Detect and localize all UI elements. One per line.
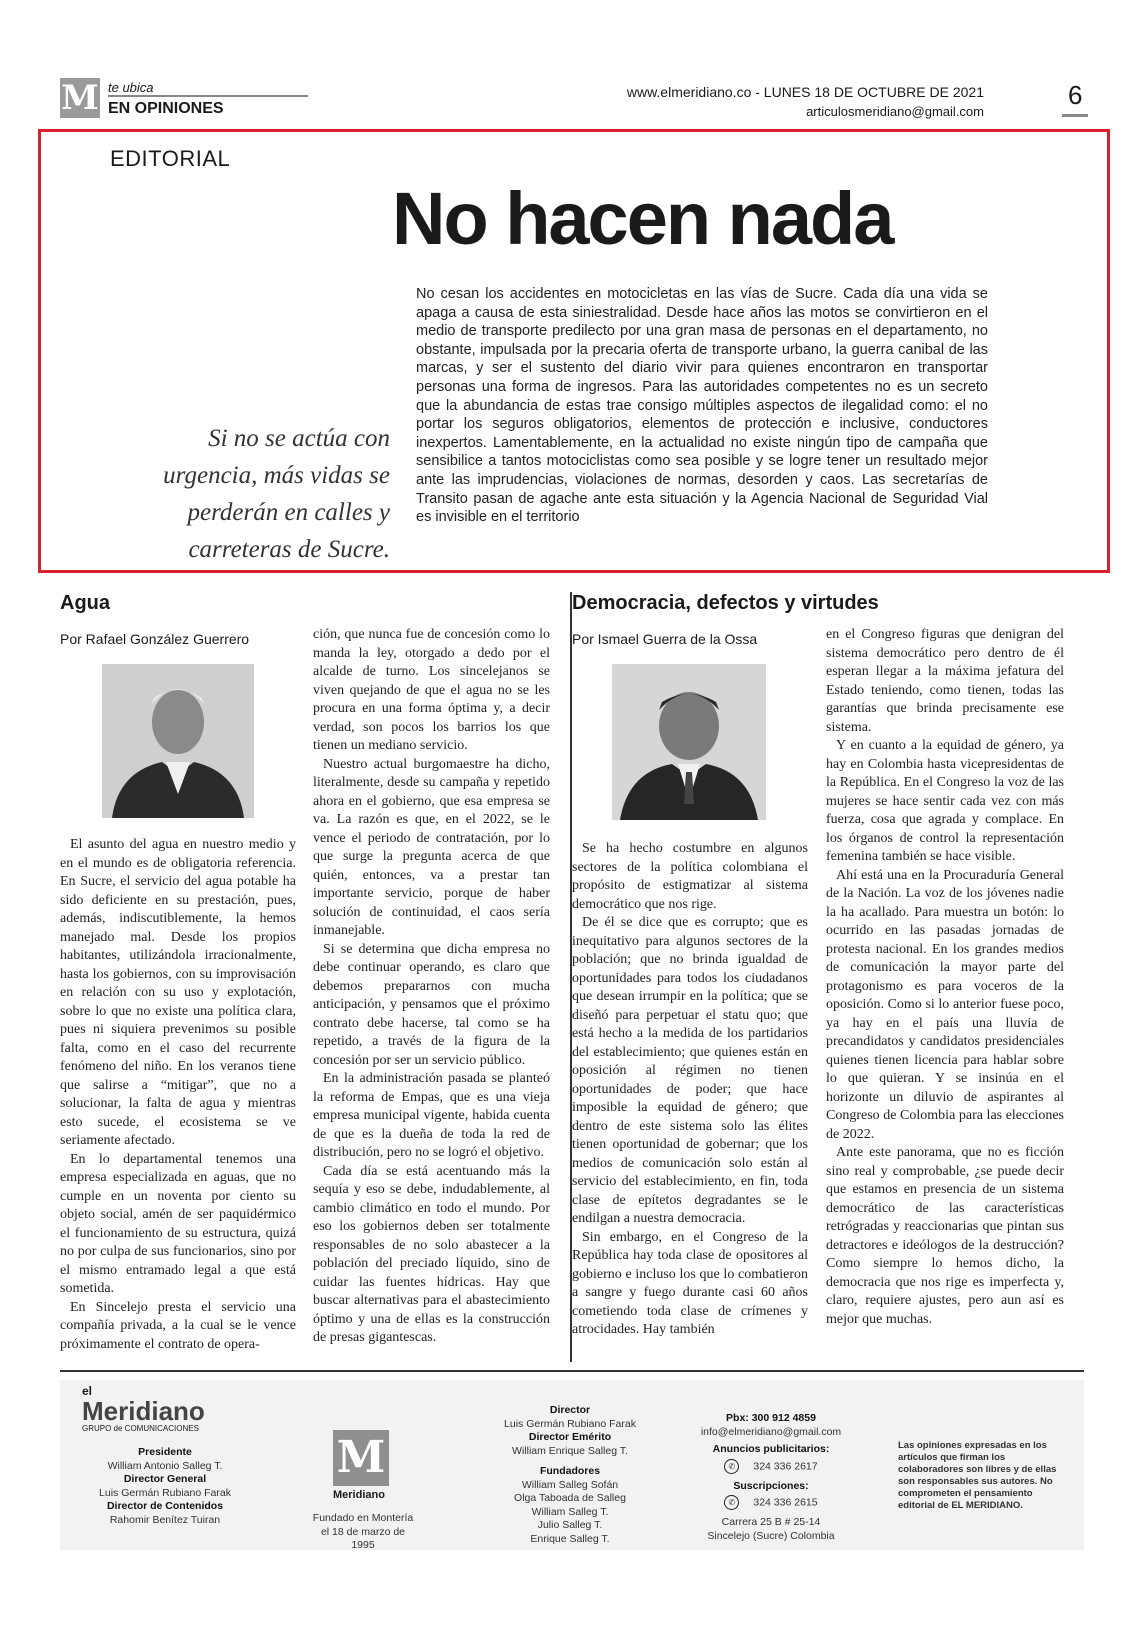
staff-role: Director Emérito <box>528 1431 612 1443</box>
paragraph: ción, que nunca fue de concesión como lo manda la ley, otorgado a dedo por el alcalde de turno. Los sincelejanos se viven quejando de que el agua no se les procura en una forma óptima y, a decir verdad, son pocos los barrios los que tienen un mediano servicio. <box>313 627 550 753</box>
article-title-agua: Agua <box>60 592 110 614</box>
address: Carrera 25 B # 25-14 <box>721 1516 821 1528</box>
founder-name: Enrique Salleg T. <box>530 1532 610 1545</box>
paragraph: Cada día se está acentuando más la sequía y eso se debe, indudablemente, al cambio climático en todo el mundo. Por eso los gobiernos deben ser totalmente responsables de no solo abastecer a la población del preciado líquido, sino de cuidar las fuentes hídricas. Hay que buscar alternativas para el abastecimiento óptimo y una de ellas es la construcción de presas gigantescas. <box>313 1163 550 1345</box>
brand-name: Meridiano <box>82 1396 205 1426</box>
brand-block <box>82 1384 232 1433</box>
staff-name: William Antonio Salleg T. <box>107 1459 223 1472</box>
section-title: EN OPINIONES <box>108 100 224 117</box>
paragraph: Sin embargo, en el Congreso de la República hay toda clase de opositores al gobierno e incluso los que lo combatieron a sangre y fuego durante casi 60 años cometiendo toda clase de crímenes y atrocidades. Hay también <box>572 1229 808 1337</box>
staff-role: Director de Contenidos <box>106 1500 224 1512</box>
editorial-body: No cesan los accidentes en motocicletas en las vías de Sucre. Cada día una vida se apaga a causa de esta siniestralidad. Desde hace años las motos se convirtieron en el medio de transporte predilecto por una gran masa de personas en el departamento, no obstante, impulsada por la precaria oferta de transporte urbano, la guerra canibal de las marcas, y ser el sustento del diario vivir para quienes encontraron en transportar personas una forma de ingresos. Para las autoridades competentes no es un secreto que la abundancia de estas trae consigo múltiples aspectos de ilegalidad como: el no portar los seguros obligatorios, elementos de protección e inclusive, conductores inexpertos. Lamentablemente, en la actualidad no existe ningún tipo de campaña que sensibilice a tantos motociclistas como sea posible y se logre tener un resultado mejor ante las imprudencias, violaciones de normas, desorden y caos. Las secretarías de Transito pasan de agache ante esta situación y la Agencia Nacional de Seguridad Vial es invisible en el territorio <box>416 286 988 526</box>
paragraph: En lo departamental tenemos una empresa especializada en aguas, que no cumple en un noventa por ciento su objeto social, amén de ser paquidérmico el funcionamiento de su estructura, quizá no por culpa de sus funcionarios, sino por el mismo entramado legal a que está sometida. <box>60 1151 296 1296</box>
paragraph: En Sincelejo presta el servicio una compañía privada, a la cual se le vence próximamente el contrato de opera- <box>60 1299 296 1352</box>
staff-name: Rahomir Benítez Tuiran <box>109 1513 221 1526</box>
paragraph: Si se determina que dicha empresa no debe continuar operando, es claro que debemos prepararnos con mucha anticipación, y pensamos que el próximo contrato debe hacerse, tal como se ha repetido, a través de la figura de la concesión por ser un servicio público. <box>313 941 550 1068</box>
article-title-democracia: Democracia, defectos y virtudes <box>572 592 879 614</box>
editorial-label: EDITORIAL <box>110 146 231 171</box>
header-email: articulosmeridiano@gmail.com <box>806 104 984 119</box>
paragraph: en el Congreso figuras que denigran del sistema democrático pero dentro de él esperan llegar a la máxima jefatura del Estado teniendo, como tienen, todas las garantías que brinda precisamente ese sistema. <box>826 627 1064 735</box>
ads-phone: 324 336 2617 <box>753 1459 818 1472</box>
staff-left <box>80 1446 250 1527</box>
author-photo-agua <box>102 664 254 818</box>
article-column <box>826 626 1064 1329</box>
subs-label: Suscripciones: <box>733 1479 809 1492</box>
directors <box>480 1404 660 1546</box>
staff-role: Presidente <box>138 1446 192 1458</box>
meridiano-logo: M <box>333 1430 389 1486</box>
brand-prefix: el <box>82 1384 93 1398</box>
article-column <box>572 840 808 1340</box>
founder-name: Julio Salleg T. <box>537 1519 603 1531</box>
pull-quote: Si no se actúa con urgencia, más vidas se perderán en calles y carreteras de Sucre. <box>163 425 390 563</box>
contact-email: info@elmeridiano@gmail.com <box>700 1425 842 1438</box>
staff-name: Luis Germán Rubiano Farak <box>504 1417 636 1430</box>
staff-role: Director General <box>123 1473 207 1485</box>
founder-name: Olga Taboada de Salleg <box>514 1492 626 1504</box>
section-logo: M <box>61 78 99 118</box>
paragraph: Y en cuanto a la equidad de género, ya hay en Colombia hasta vicepresidentas de la República. En el Congreso la voz de las mujeres se hace sentir cada vez con más fuerza, cosa que agrada y complace. En los órganos de control la representación femenina también se hace visible. <box>826 738 1064 864</box>
subs-phone: 324 336 2615 <box>753 1496 818 1509</box>
founded-note: Fundado en Montería el 18 de marzo de 1995 <box>312 1512 414 1551</box>
whatsapp-icon: ✆ <box>724 1495 739 1510</box>
paragraph: El asunto del agua en nuestro medio y en el mundo es de obligatoria referencia. En Sucre, el servicio del agua potable ha sido deficiente en su prestación, pues, además, indiscutiblemente, la hemos manejado mal. Desde los propios habitantes, utilizándola irracionalmente, hasta los gobiernos, con su improvisación en relación con su uso y explotación, sobre lo que no existe una política clara, pues ni siquiera prevenimos su posible falta, como en el caso del recurrente fenómeno del niño. En los veranos tiene que salirse a “mitigar”, que no a solucionar, la falta de agua y mientras esto sucede, el ecosistema se ve seriamente afectado. <box>60 837 296 1148</box>
whatsapp-icon: ✆ <box>724 1459 739 1474</box>
paragraph: Ante este panorama, que no es ficción sino real y comprobable, ¿se puede decir que estamos en presencia de un sistema democrático de las características retrógradas y reaccionarias que pintan sus detractores e ideólogos de la destrucción? Como siempre lo hemos dicho, la democracia que nos rige es imperfecta y, claro, requiere ajustes, pero aun así es mejor que muchas. <box>826 1145 1064 1327</box>
header-info <box>627 84 984 119</box>
article-column <box>60 836 296 1354</box>
city: Sincelejo (Sucre) Colombia <box>707 1529 835 1542</box>
staff-name: Luis Germán Rubiano Farak <box>99 1486 231 1499</box>
page-number-underline <box>1062 114 1088 117</box>
staff-name: William Enrique Salleg T. <box>512 1444 628 1457</box>
staff-role: Fundadores <box>539 1465 601 1477</box>
staff-role: Director <box>549 1404 591 1416</box>
founder-name: William Salleg T. <box>531 1505 609 1518</box>
site-date: www.elmeridiano.co - LUNES 18 DE OCTUBRE DE 2021 <box>626 84 984 100</box>
contact-block <box>686 1412 856 1543</box>
paragraph: Ahí está una en la Procuraduría General de la Nación. La voz de los jóvenes nadie la ha acallado. Para muestra un botón: lo ocurrido en las pasadas jornadas de protesta nacional. En los grandes medios de comunicación la mayor parte del protagonismo es para voceros de la oposición. Como si lo anterior fuese poco, ya hay en el país una lluvia de precandidatos y candidatos presidenciales quienes tienen licencia para hablar sobre lo que quieran. Y se insinúa en el horizonte un diluvio de aspirantes al Congreso de Colombia para las elecciones de 2022. <box>826 867 1064 1142</box>
header-divider <box>108 95 308 97</box>
footer-divider <box>60 1370 1084 1372</box>
paragraph: Se ha hecho costumbre en algunos sectores de la política colombiana el propósito de estigmatizar al sistema democrático que nos rige. <box>572 841 808 912</box>
portrait-icon <box>612 664 766 820</box>
article-column <box>313 626 550 1348</box>
byline-agua: Por Rafael González Guerrero <box>60 631 250 647</box>
pbx: Pbx: 300 912 4859 <box>726 1412 816 1424</box>
byline-democracia: Por Ismael Guerra de la Ossa <box>572 631 758 647</box>
brand-group: GRUPO de COMUNICACIONES <box>82 1424 199 1433</box>
page-number: 6 <box>1068 80 1083 110</box>
editorial-title: No hacen nada <box>392 177 893 260</box>
disclaimer: Las opiniones expresadas en los artículos que firman los colaboradores son libres y de ellas son responsables sus autores. No comprometen el pensamiento editorial de EL MERIDIANO. <box>898 1440 1057 1511</box>
author-photo-democracia <box>612 664 766 820</box>
tagline: te ubica <box>108 80 154 95</box>
founder-name: William Salleg Sofán <box>521 1478 619 1491</box>
paragraph: De él se dice que es corrupto; que es inequitativo para algunos sectores de la población; que no brinda igualdad de oportunidades para todos los ciudadanos que desean irrumpir en la política; que se diseñó para perpetuar el statu quo; que está hecho a la medida de los partidarios del establecimiento; que quienes están en oposición al régimen no tienen oportunidades de poder; que hace imposible la equidad de género; que dentro de este sistema solo las élites tienen oportunidad de gobernar; que los medios de comunicación solo están al servicio del establecimiento, en fin, toda clase de epítetos degradantes se le endilgan a nuestra democracia. <box>572 915 808 1226</box>
logo-name: Meridiano <box>333 1489 385 1501</box>
portrait-icon <box>102 664 254 818</box>
paragraph: Nuestro actual burgomaestre ha dicho, literalmente, desde su campaña y repetido ahora en el gobierno, que esa empresa se va. La razón es que, en el 2022, se le vence el periodo de contratación, por lo que surge la pregunta acerca de que quién, entonces, va a prestar tan importante servicio, porque de haber solución de continuidad, el caos sería inmanejable. <box>313 756 550 938</box>
paragraph: En la administración pasada se planteó la reforma de Empas, que es una vieja empresa municipal vigente, habida cuenta de que es la dueña de toda la red de distribución, pero no se logró el objetivo. <box>313 1071 550 1160</box>
ads-label: Anuncios publicitarios: <box>712 1443 830 1455</box>
